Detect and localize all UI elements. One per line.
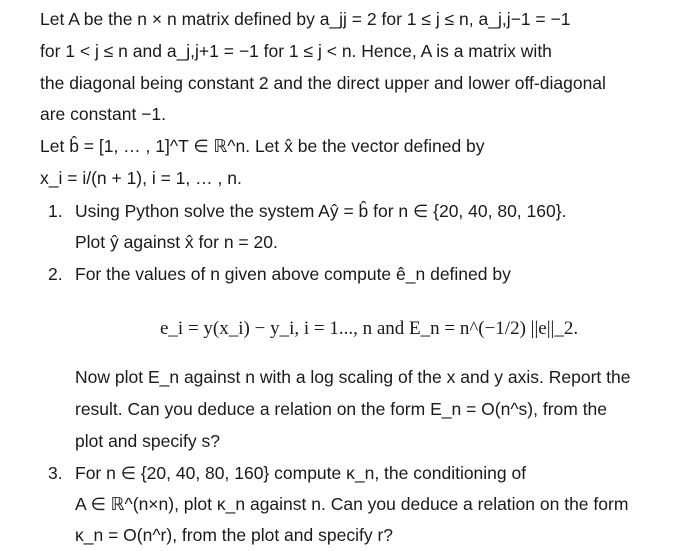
error-equation: e_i = y(x_i) − y_i, i = 1..., n and E_n = n^(−1/2) ||e||_2. <box>160 318 579 339</box>
list-marker-3: 3. <box>48 463 63 483</box>
intro-line-6: x_i = i/(n + 1), i = 1, … , n. <box>40 168 242 188</box>
list-marker-1: 1. <box>48 201 63 221</box>
item-3-line-2: A ∈ ℝ^(n×n), plot κ_n against n. Can you deduce a relation on the form <box>75 494 629 514</box>
intro-line-3: the diagonal being constant 2 and the direct upper and lower off-diagonal <box>40 73 606 93</box>
item-2-line-1: For the values of n given above compute ê_n defined by <box>75 264 511 284</box>
item-2-after-line-3: plot and specify s? <box>75 431 220 451</box>
list-marker-2: 2. <box>48 264 63 284</box>
item-1-line-2: Plot ŷ against x̂ for n = 20. <box>75 232 278 252</box>
item-3-line-3: κ_n = O(n^r), from the plot and specify r? <box>75 525 393 545</box>
intro-line-2: for 1 < j ≤ n and a_j,j+1 = −1 for 1 ≤ j < n. Hence, A is a matrix with <box>40 41 552 61</box>
intro-line-5: Let b̂ = [1, … , 1]^T ∈ ℝ^n. Let x̂ be the vector defined by <box>40 136 485 156</box>
intro-line-1: Let A be the n × n matrix defined by a_jj = 2 for 1 ≤ j ≤ n, a_j,j−1 = −1 <box>40 9 571 29</box>
intro-line-4: are constant −1. <box>40 104 166 124</box>
item-3-line-1: For n ∈ {20, 40, 80, 160} compute κ_n, the conditioning of <box>75 463 527 483</box>
item-2-after-line-2: result. Can you deduce a relation on the form E_n = O(n^s), from the <box>75 399 608 419</box>
item-1-line-1: Using Python solve the system Aŷ = b̂ for n ∈ {20, 40, 80, 160}. <box>75 201 567 221</box>
item-2-after-line-1: Now plot E_n against n with a log scaling of the x and y axis. Report the <box>75 367 631 387</box>
